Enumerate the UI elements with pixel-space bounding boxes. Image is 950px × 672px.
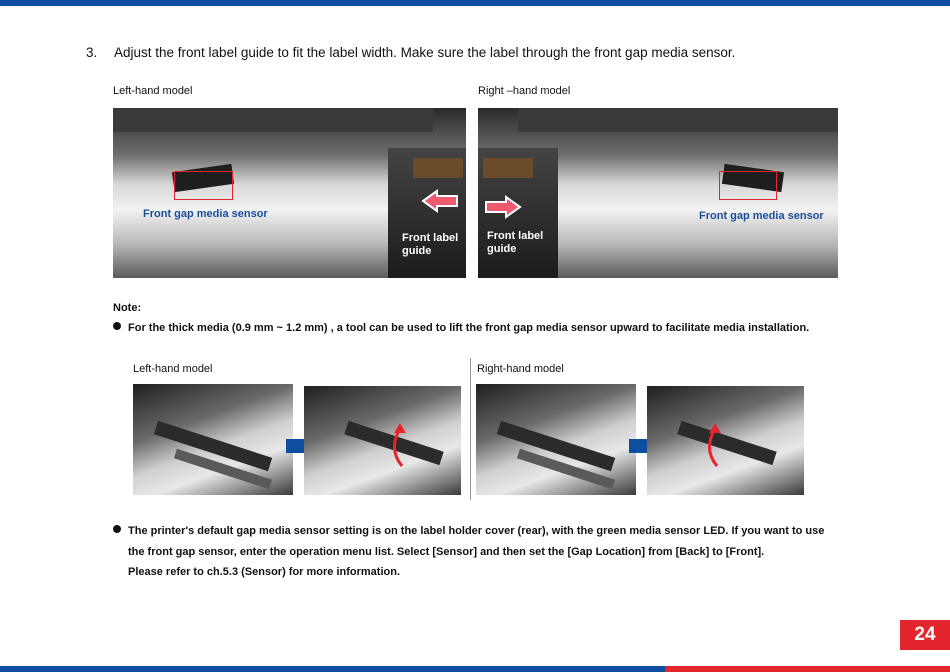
sensor-caption: Front gap media sensor bbox=[143, 208, 268, 220]
bottom-banner-accent bbox=[665, 666, 950, 672]
note-bullet-2 bbox=[113, 521, 824, 583]
right-tool-step1-photo bbox=[476, 384, 636, 495]
note-left-hand-label: Left-hand model bbox=[133, 363, 213, 375]
left-hand-model-label: Left-hand model bbox=[113, 85, 193, 97]
note-right-hand-label: Right-hand model bbox=[477, 363, 564, 375]
guide-caption bbox=[402, 232, 458, 258]
left-tool-step1-photo bbox=[133, 384, 293, 495]
left-tool-step2-photo bbox=[304, 386, 461, 495]
right-hand-model-label: Right –hand model bbox=[478, 85, 571, 97]
bullet-dot-icon bbox=[113, 525, 121, 533]
sensor-caption: Front gap media sensor bbox=[699, 210, 824, 222]
left-hand-front-sensor-photo bbox=[113, 108, 466, 278]
step-3 bbox=[86, 45, 735, 60]
bullet-dot-icon bbox=[113, 322, 121, 330]
lift-arrow-icon bbox=[384, 421, 414, 471]
model-divider bbox=[470, 358, 471, 500]
note-bullet-2-line-3: Please refer to ch.5.3 (Sensor) for more information. bbox=[128, 566, 401, 578]
note-bullet-2-line-1: The printer's default gap media sensor setting is on the label holder cover (rear), with the green media sensor LED. If you want to use bbox=[128, 525, 825, 537]
note-bullet-1 bbox=[113, 318, 809, 339]
note-bullet-1-text: For the thick media (0.9 mm ~ 1.2 mm) , a tool can be used to lift the front gap media sensor upward to facilitate media installation. bbox=[128, 322, 810, 334]
guide-caption-line-2: guide bbox=[402, 245, 432, 257]
right-hand-front-sensor-photo bbox=[478, 108, 838, 278]
note-title: Note: bbox=[113, 302, 142, 314]
guide-caption bbox=[487, 230, 543, 256]
step-text: Adjust the front label guide to fit the label width. Make sure the label through the front gap media sensor. bbox=[114, 45, 736, 60]
right-tool-step2-photo bbox=[647, 386, 804, 495]
guide-caption-line-1: Front label bbox=[487, 230, 544, 242]
top-banner bbox=[0, 0, 950, 6]
arrow-right-icon bbox=[484, 195, 522, 219]
sensor-highlight-box bbox=[719, 171, 777, 200]
page-number: 24 bbox=[900, 620, 950, 650]
arrow-left-icon bbox=[421, 189, 459, 213]
lift-arrow-icon bbox=[699, 421, 729, 471]
sensor-highlight-box bbox=[174, 171, 233, 200]
bottom-banner bbox=[0, 666, 950, 672]
guide-caption-line-2: guide bbox=[487, 243, 517, 255]
note-bullet-2-line-2: the front gap sensor, enter the operation menu list. Select [Sensor] and then set the [Gap Location] from [Back] to [Front]. bbox=[128, 545, 765, 558]
step-number: 3. bbox=[86, 45, 98, 60]
guide-caption-line-1: Front label bbox=[402, 232, 459, 244]
